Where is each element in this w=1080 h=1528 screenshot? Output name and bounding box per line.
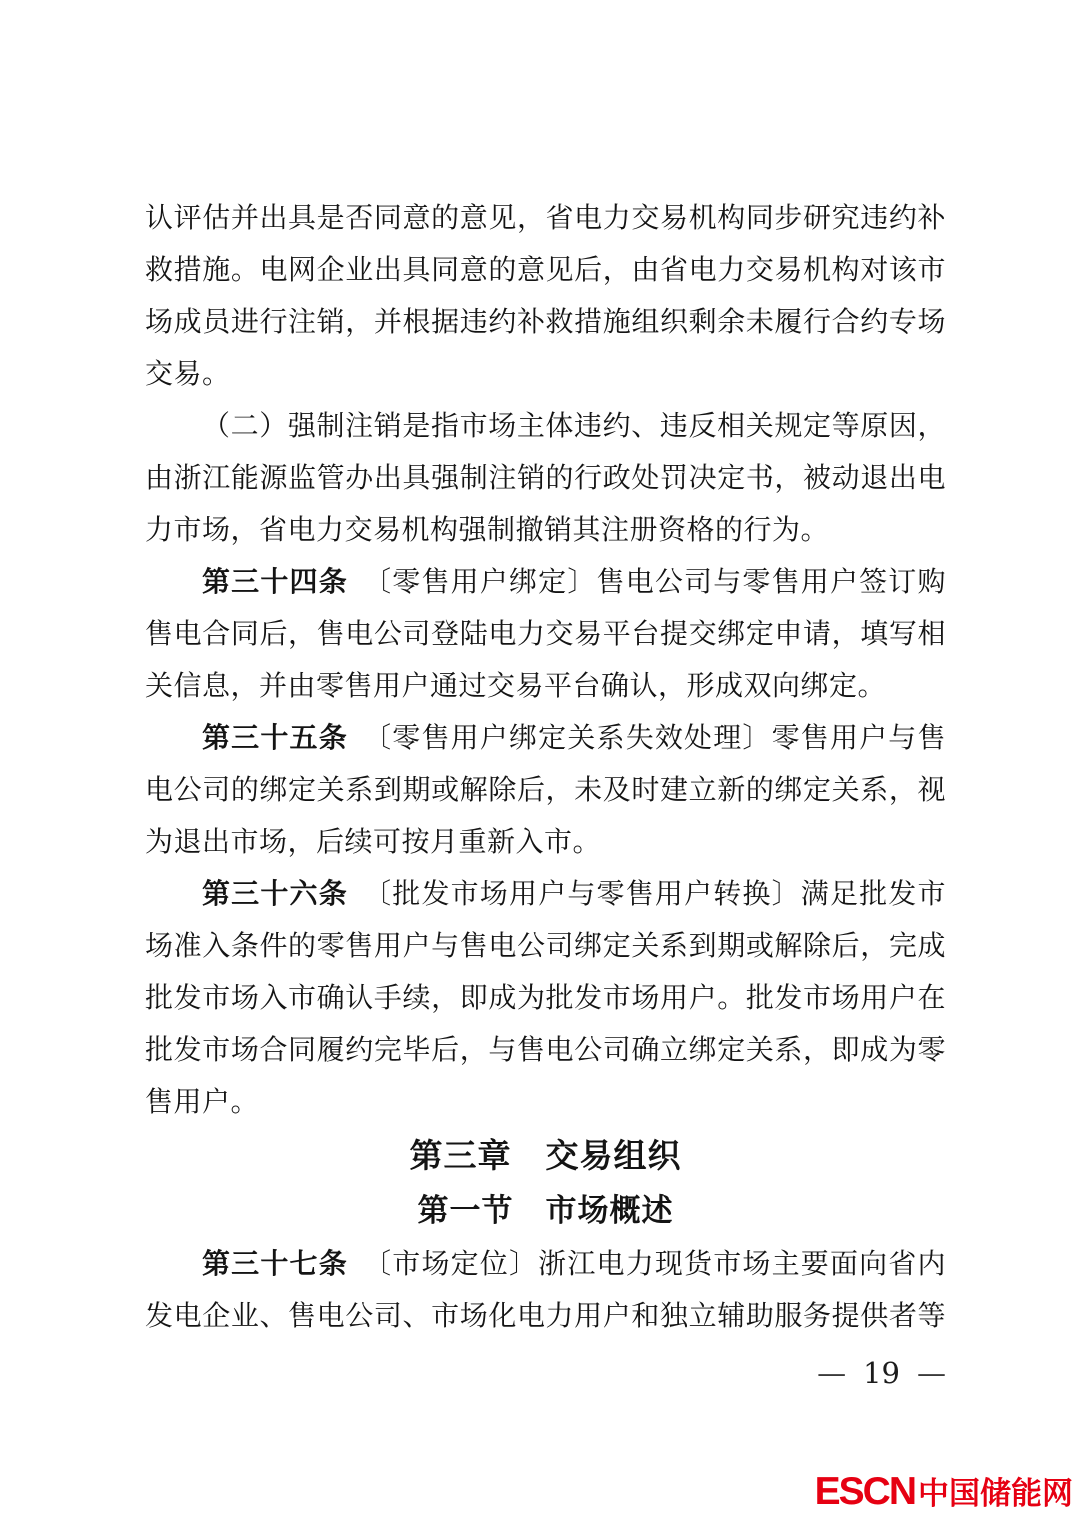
text-segment: 场准入条件的零售用户与售电公司绑定关系到期或解除后，完成	[145, 929, 946, 962]
text-line	[145, 816, 946, 868]
article-number-label: 第三十七条	[202, 1247, 348, 1280]
article-number-label: 第一节 市场概述	[417, 1193, 674, 1229]
text-line	[145, 712, 946, 764]
text-segment: 〔零售用户绑定〕售电公司与零售用户签订购	[347, 565, 946, 598]
text-segment: 〔市场定位〕浙江电力现货市场主要面向省内	[347, 1247, 946, 1280]
text-segment: 力市场，省电力交易机构强制撤销其注册资格的行为。	[145, 513, 830, 546]
text-line	[145, 400, 946, 452]
text-line	[145, 1076, 946, 1128]
text-line	[145, 296, 946, 348]
article-number-label: 第三十六条	[202, 877, 348, 910]
text-line	[145, 608, 946, 660]
section-heading	[145, 1184, 946, 1238]
page-number-dash-right: —	[917, 1356, 946, 1390]
text-line	[145, 660, 946, 712]
text-line	[145, 1238, 946, 1290]
text-segment: 由浙江能源监管办出具强制注销的行政处罚决定书，被动退出电	[145, 461, 946, 494]
page-number	[817, 1356, 946, 1390]
page-number-dash-left: —	[817, 1356, 847, 1390]
text-line	[145, 348, 946, 400]
text-line	[145, 920, 946, 972]
chapter-heading	[145, 1128, 946, 1184]
text-line	[145, 1024, 946, 1076]
text-line	[145, 192, 946, 244]
logo-cjk-text: 中国储能网	[918, 1476, 1073, 1512]
text-line	[145, 868, 946, 920]
text-line	[145, 244, 946, 296]
article-number-label: 第三十五条	[202, 721, 348, 754]
text-segment: 〔批发市场用户与零售用户转换〕满足批发市	[347, 877, 946, 910]
text-segment: 售用户。	[145, 1085, 260, 1118]
text-line	[145, 972, 946, 1024]
page-number-value: 19	[863, 1356, 900, 1390]
text-segment: 为退出市场，后续可按月重新入市。	[145, 825, 602, 858]
text-segment: 发电企业、售电公司、市场化电力用户和独立辅助服务提供者等	[145, 1299, 946, 1332]
logo-latin-text: ESCN	[814, 1470, 915, 1513]
text-segment: 交易。	[145, 357, 231, 390]
article-number-label: 第三章 交易组织	[409, 1136, 682, 1175]
text-segment: 电公司的绑定关系到期或解除后，未及时建立新的绑定关系，视	[145, 773, 946, 806]
text-line	[145, 504, 946, 556]
text-segment: 〔零售用户绑定关系失效处理〕零售用户与售	[347, 721, 946, 754]
text-line	[145, 556, 946, 608]
article-number-label: 第三十四条	[202, 565, 348, 598]
text-segment: 关信息，并由零售用户通过交易平台确认，形成双向绑定。	[145, 669, 887, 702]
text-segment: 救措施。电网企业出具同意的意见后，由省电力交易机构对该市	[145, 253, 946, 286]
text-line	[145, 1290, 946, 1342]
text-segment: （二）强制注销是指市场主体违约、违反相关规定等原因，	[202, 409, 946, 442]
text-segment: 售电合同后，售电公司登陆电力交易平台提交绑定申请，填写相	[145, 617, 946, 650]
text-segment: 批发市场合同履约完毕后，与售电公司确立绑定关系，即成为零	[145, 1033, 946, 1066]
text-line	[145, 764, 946, 816]
text-segment: 认评估并出具是否同意的意见，省电力交易机构同步研究违约补	[145, 201, 946, 234]
escn-logo	[815, 1468, 1073, 1514]
text-segment: 批发市场入市确认手续，即成为批发市场用户。批发市场用户在	[145, 981, 946, 1014]
text-line	[145, 452, 946, 504]
text-segment: 场成员进行注销，并根据违约补救措施组织剩余未履行合约专场	[145, 305, 946, 338]
document-body	[145, 192, 946, 1342]
